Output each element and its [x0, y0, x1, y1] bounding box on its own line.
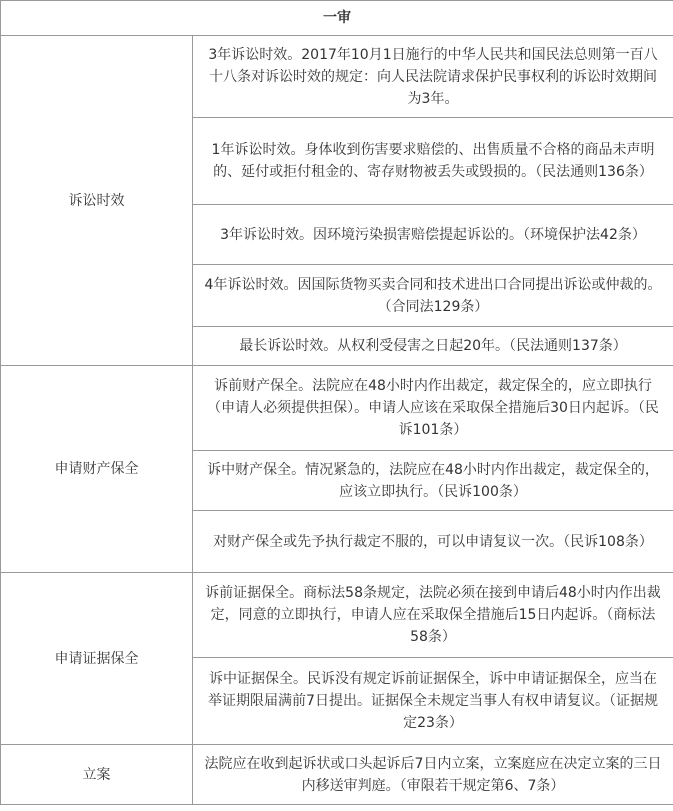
rule-cell: 诉前证据保全。商标法58条规定，法院必须在接到申请后48小时内作出裁定，同意的立即执行，申请人应在采取保全措施后15日内起诉。（商标法58条） — [193, 573, 673, 658]
rule-cell: 对财产保全或先予执行裁定不服的，可以申请复议一次。（民诉108条） — [193, 511, 673, 573]
rule-cell: 1年诉讼时效。身体收到伤害要求赔偿的、出售质量不合格的商品未声明的、延付或拒付租金的、寄存财物被丢失或毁损的。（民法通则136条） — [193, 118, 673, 205]
rule-cell: 诉中证据保全。民诉没有规定诉前证据保全，诉中申请证据保全，应当在举证期限届满前7日提出。证据保全未规定当事人有权申请复议。（证据规定23条） — [193, 658, 673, 745]
rule-cell: 法院应在收到起诉状或口头起诉后7日内立案，立案庭应在决定立案的三日内移送审判庭。（审限若干规定第6、7条） — [193, 745, 673, 805]
rule-cell: 诉中财产保全。情况紧急的，法院应在48小时内作出裁定，裁定保全的，应该立即执行。（民诉100条） — [193, 451, 673, 511]
table-row — [1, 573, 673, 658]
category-cell-property-preservation: 申请财产保全 — [1, 366, 193, 573]
table-row — [1, 366, 673, 451]
table-row — [1, 36, 673, 118]
table-header: 一审 — [1, 1, 673, 36]
rule-cell: 诉前财产保全。法院应在48小时内作出裁定，裁定保全的，应立即执行（申请人必须提供担保）。申请人应该在采取保全措施后30日内起诉。（民诉101条） — [193, 366, 673, 451]
rule-cell: 3年诉讼时效。2017年10月1日施行的中华人民共和国民法总则第一百八十八条对诉讼时效的规定：向人民法院请求保护民事权利的诉讼时效期间为3年。 — [193, 36, 673, 118]
table-row — [1, 745, 673, 805]
rule-cell: 3年诉讼时效。因环境污染损害赔偿提起诉讼的。（环境保护法42条） — [193, 205, 673, 265]
table-header-row — [1, 1, 673, 36]
rule-cell: 4年诉讼时效。因国际货物买卖合同和技术进出口合同提出诉讼或仲裁的。（合同法129条） — [193, 265, 673, 327]
category-cell-case-filing: 立案 — [1, 745, 193, 805]
rule-cell: 最长诉讼时效。从权利受侵害之日起20年。（民法通则137条） — [193, 327, 673, 366]
category-cell-limitation: 诉讼时效 — [1, 36, 193, 366]
category-cell-evidence-preservation: 申请证据保全 — [1, 573, 193, 745]
